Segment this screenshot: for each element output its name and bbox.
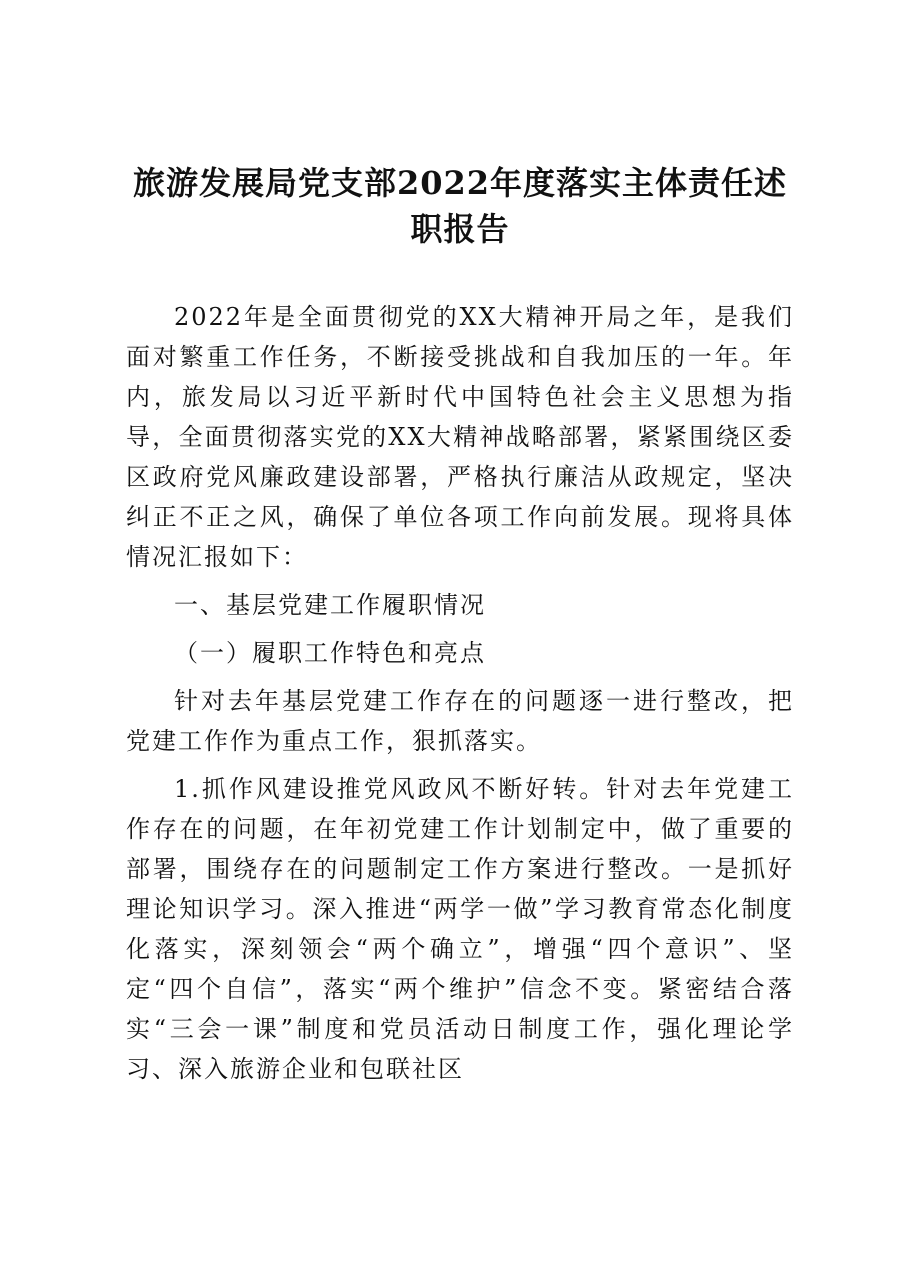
document-body: [126, 297, 794, 1089]
title-line-2: 职报告: [410, 210, 510, 248]
subsection-heading-1: （一）履职工作特色和亮点: [174, 639, 486, 667]
section-heading-1: 一、基层党建工作履职情况: [174, 591, 486, 619]
title-line-1: 旅游发展局党支部2022年度落实主体责任述: [132, 164, 788, 202]
document-title: [110, 160, 810, 252]
work-style-paragraph: 1.抓作风建设推党风政风不断好转。针对去年党建工作存在的问题，在年初党建工作计划制定中，做了重要的部署，围绕存在的问题制定工作方案进行整改。一是抓好理论知识学习。深入推进“两学一做”学习教育常态化制度化落实，深刻领会“两个确立”，增强“四个意识”、坚定“四个自信”，落实“两个维护”信念不变。紧密结合落实“三会一课”制度和党员活动日制度工作，强化理论学习、深入旅游企业和包联社区: [126, 775, 794, 1083]
intro-paragraph: 2022年是全面贯彻党的XX大精神开局之年，是我们面对繁重工作任务，不断接受挑战和自我加压的一年。年内，旅发局以习近平新时代中国特色社会主义思想为指导，全面贯彻落实党的XX大精神战略部署，紧紧围绕区委区政府党风廉政建设部署，严格执行廉洁从政规定，坚决纠正不正之风，确保了单位各项工作向前发展。现将具体情况汇报如下：: [126, 303, 794, 571]
rectification-paragraph: 针对去年基层党建工作存在的问题逐一进行整改，把党建工作作为重点工作，狠抓落实。: [126, 687, 794, 755]
